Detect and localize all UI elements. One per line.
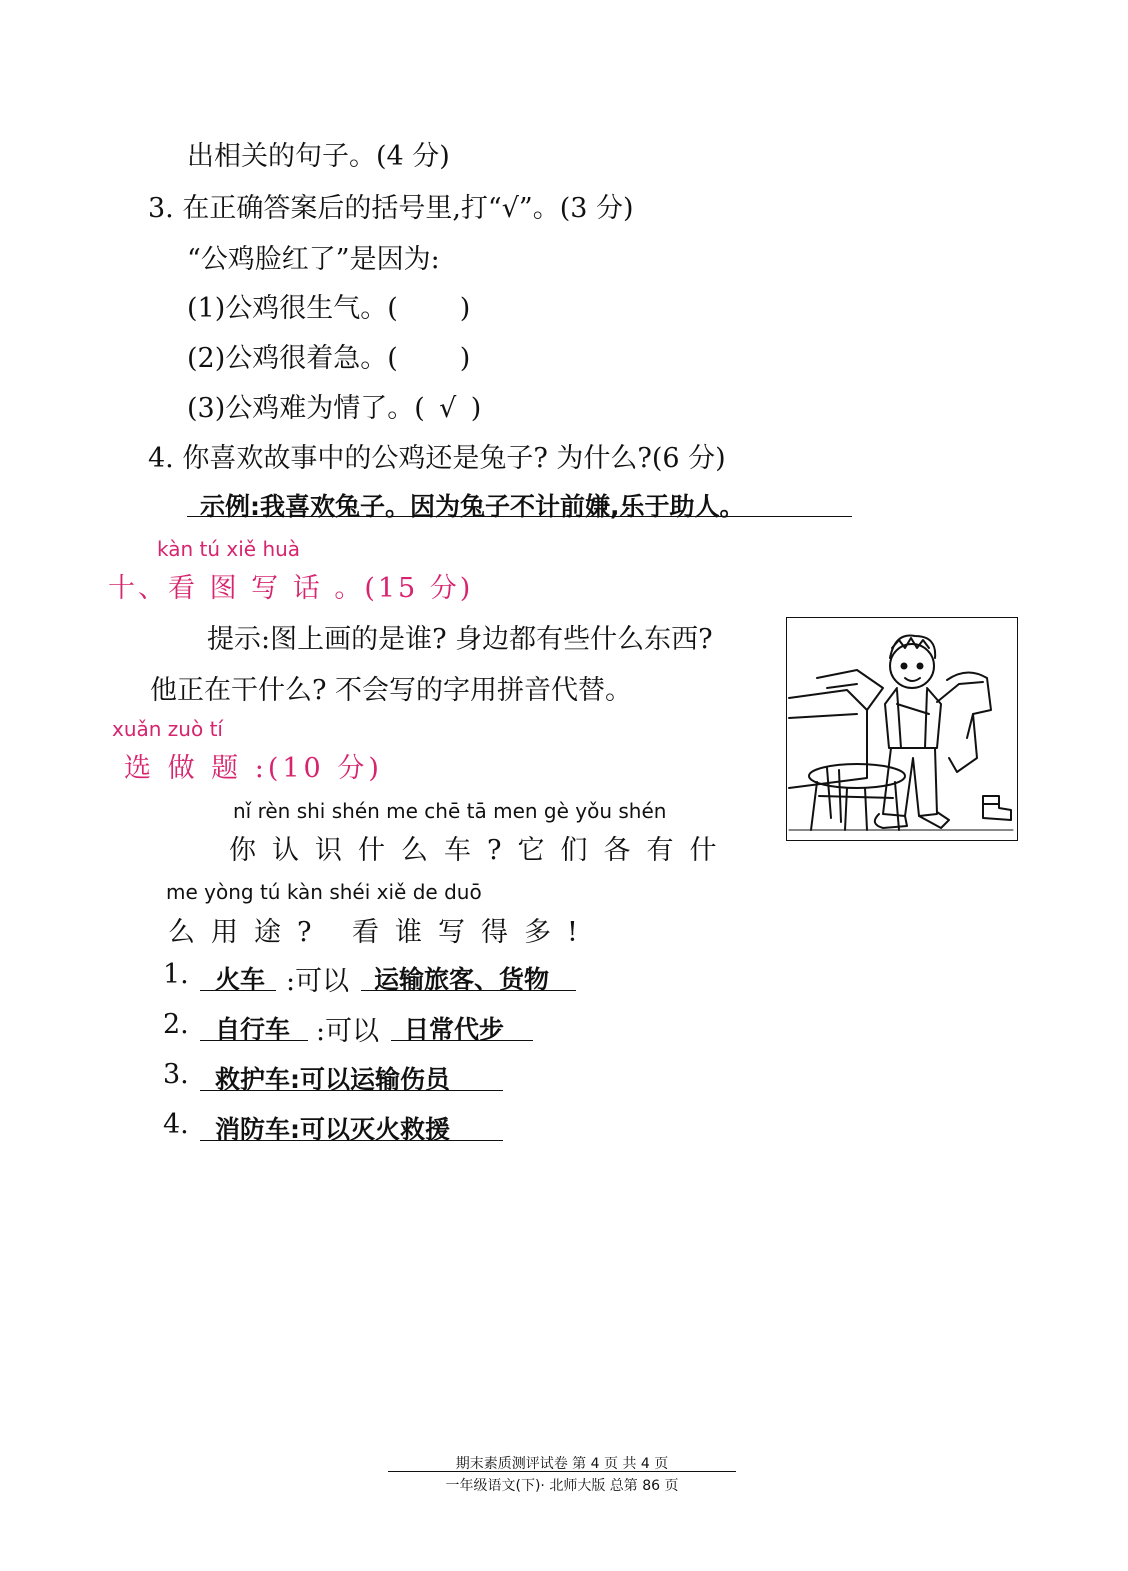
option-text: (1)公鸡很生气。( [187,293,398,324]
optional-title: 选 做 题 :(10 分) [124,753,383,784]
question-3-prompt: 3. 在正确答案后的括号里,打“√”。(3 分) [148,193,634,224]
footer-line-2: 一年级语文(下)· 北师大版 总第 86 页 [445,1478,679,1494]
boy-illustration-drawing [787,618,1016,839]
line-1-characters: 你认识什么车?它们各有什 [229,835,733,866]
bracket-close: ) [459,343,471,374]
vehicle-use-label: :可以 [286,966,350,997]
optional-pinyin: xuǎn zuò tí [112,717,223,741]
vehicle-answer[interactable]: 救护车:可以运输伤员 [215,1065,450,1094]
question-3-lead: “公鸡脸红了”是因为: [187,244,440,275]
answer-underline [200,990,276,991]
boy-dressing-illustration [786,617,1018,841]
bracket-close: ) [459,293,471,324]
answer-underline [187,516,852,517]
option-row [187,386,481,425]
vehicle-number: 4. [163,1109,189,1140]
question-4-prompt: 4. 你喜欢故事中的公鸡还是兔子? 为什么?(6 分) [148,443,726,474]
vehicle-use-label: :可以 [316,1016,380,1047]
vehicle-name[interactable]: 火车 [215,965,266,994]
answer-underline [200,1140,503,1141]
vehicle-use[interactable]: 日常代步 [404,1015,505,1044]
option-text: (2)公鸡很着急。( [187,343,398,374]
question-2-tail: 出相关的句子。(4 分) [187,141,450,172]
vehicle-number: 1. [163,959,189,990]
vehicle-use[interactable]: 运输旅客、货物 [374,965,550,994]
line-1-pinyin: nǐ rèn shi shén me chē tā men gè yǒu shén [233,799,667,823]
footer-line-1: 期末素质测评试卷 第 4 页 共 4 页 [455,1456,669,1472]
section-10-pinyin: kàn tú xiě huà [157,537,301,561]
option-row [187,286,470,325]
answer-bracket[interactable]: √ [439,393,457,424]
vehicle-number: 2. [163,1009,189,1040]
section-10-hint-1: 提示:图上画的是谁? 身边都有些什么东西? [207,624,713,655]
section-10-hint-2: 他正在干什么? 不会写的字用拼音代替。 [150,675,633,706]
option-row [187,336,470,375]
line-2-characters: 么用途? 看谁写得多! [168,917,594,948]
vehicle-number: 3. [163,1059,189,1090]
footer-divider [388,1471,736,1472]
answer-underline [200,1040,308,1041]
section-10-title: 十、看 图 写 话 。(15 分) [108,573,474,604]
bracket-close: ) [470,393,482,424]
question-4-answer[interactable]: 示例:我喜欢兔子。因为兔子不计前嫌,乐于助人。 [200,492,745,521]
vehicle-name[interactable]: 自行车 [215,1015,291,1044]
line-2-pinyin: me yòng tú kàn shéi xiě de duō [166,880,482,904]
answer-underline [361,990,576,991]
option-text: (3)公鸡难为情了。( [187,393,425,424]
vehicle-answer[interactable]: 消防车:可以灭火救援 [215,1115,450,1144]
answer-underline [200,1090,503,1091]
answer-underline [391,1040,533,1041]
